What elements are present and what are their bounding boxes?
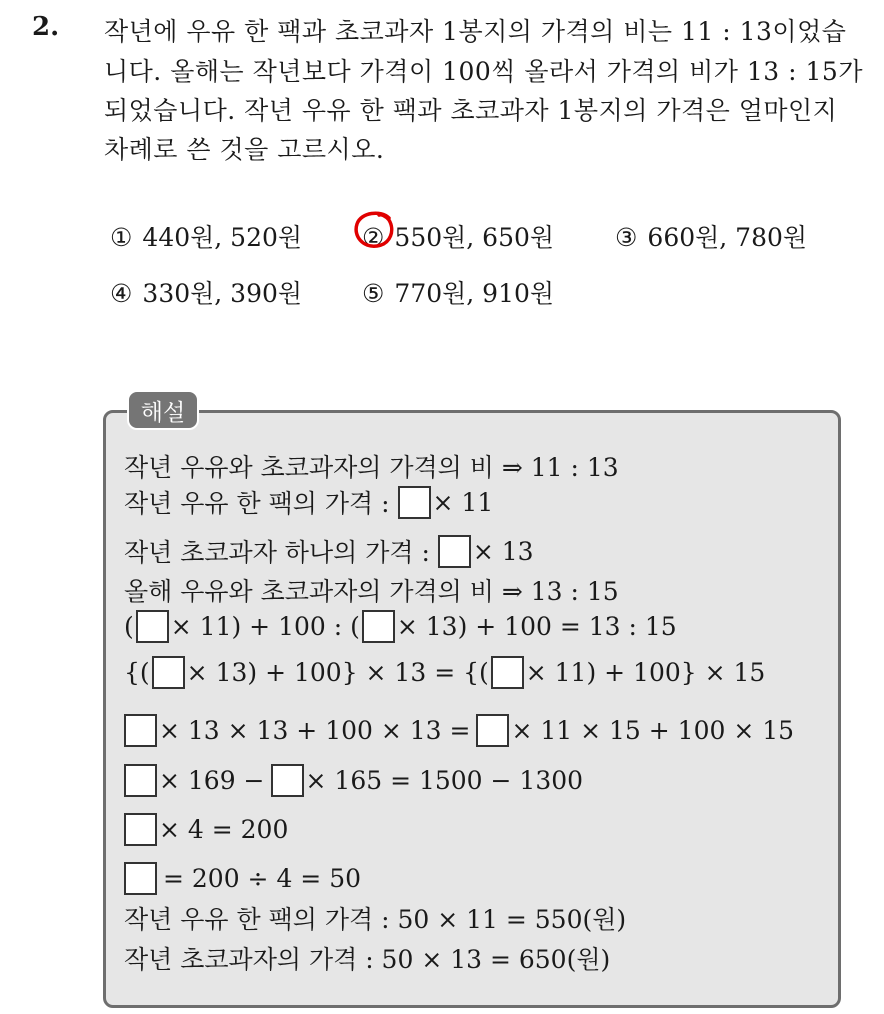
choice-4[interactable] (110, 274, 302, 310)
unknown-box (152, 656, 185, 689)
choice-3[interactable] (615, 218, 807, 254)
choice-text: 660원, 780원 (647, 223, 808, 252)
solution-line-11: 작년 우유 한 팩의 가격 : 50 × 11 = 550(원) (124, 905, 627, 934)
solution-text: × 13 × 13 + 100 × 13 = (159, 716, 471, 745)
unknown-box (124, 714, 157, 747)
solution-line-4: 올해 우유와 초코과자의 가격의 비 ⇒ 13 : 15 (124, 577, 619, 606)
unknown-box (136, 610, 169, 643)
solution-text: = 200 ÷ 4 = 50 (163, 864, 362, 893)
solution-text: {( (124, 658, 150, 687)
solution-line-2 (124, 484, 493, 520)
choice-mark: ⑤ (362, 279, 385, 308)
solution-text: × 169 − (159, 766, 265, 795)
solution-line-5 (124, 610, 677, 643)
solution-text: × 165 = 1500 − 1300 (305, 766, 584, 795)
solution-text: × 13 (472, 536, 534, 566)
solution-line-10 (124, 862, 361, 895)
solution-line-1: 작년 우유와 초코과자의 가격의 비 ⇒ 11 : 13 (124, 453, 619, 482)
choice-mark: ① (110, 223, 133, 252)
question-text-line-1: 작년에 우유 한 팩과 초코과자 1봉지의 가격의 비는 11 : 13이었습 (104, 17, 847, 46)
answer-circle-mark (353, 210, 397, 250)
solution-text: × 11 × 15 + 100 × 15 (511, 716, 795, 745)
unknown-box (438, 535, 471, 568)
solution-text: × 4 = 200 (159, 815, 289, 844)
solution-line-3 (124, 533, 534, 569)
choice-text: 330원, 390원 (142, 279, 303, 308)
solution-text: × 11) + 100 : ( (170, 612, 360, 641)
unknown-box (124, 764, 157, 797)
solution-line-8 (124, 764, 583, 797)
choice-text: 440원, 520원 (142, 223, 303, 252)
question-text-line-2: 니다. 올해는 작년보다 가격이 100씩 올라서 가격의 비가 13 : 15가 (104, 57, 863, 86)
solution-text: 작년 우유 한 팩의 가격 : (124, 489, 390, 518)
solution-line-6 (124, 656, 765, 689)
choice-1[interactable] (110, 218, 302, 254)
question-text-line-3: 되었습니다. 작년 우유 한 팩과 초코과자 1봉지의 가격은 얼마인지 (104, 96, 838, 125)
question-text-line-4: 차례로 쓴 것을 고르시오. (104, 135, 385, 164)
choice-5[interactable] (362, 274, 554, 310)
unknown-box (398, 486, 431, 519)
solution-text: × 13) + 100} × 13 = {( (186, 658, 489, 687)
unknown-box (362, 610, 395, 643)
solution-line-12: 작년 초코과자의 가격 : 50 × 13 = 650(원) (124, 945, 611, 974)
unknown-box (271, 764, 304, 797)
question-number: 2. (32, 12, 60, 42)
solution-text: ( (124, 612, 134, 641)
choice-mark: ③ (615, 223, 638, 252)
solution-text: × 11) + 100} × 15 (525, 658, 766, 687)
unknown-box (491, 656, 524, 689)
solution-text: × 11 (432, 487, 494, 517)
choice-mark: ② (362, 223, 385, 252)
choice-text: 770원, 910원 (394, 279, 555, 308)
choice-mark: ④ (110, 279, 133, 308)
solution-line-9 (124, 813, 288, 846)
solution-line-7 (124, 714, 794, 747)
solution-text: × 13) + 100 = 13 : 15 (396, 612, 677, 641)
unknown-box (476, 714, 509, 747)
unknown-box (124, 813, 157, 846)
choice-text: 550원, 650원 (394, 223, 555, 252)
solution-text: 작년 초코과자 하나의 가격 : (124, 538, 430, 567)
unknown-box (124, 862, 157, 895)
solution-tab: 해설 (127, 390, 199, 430)
